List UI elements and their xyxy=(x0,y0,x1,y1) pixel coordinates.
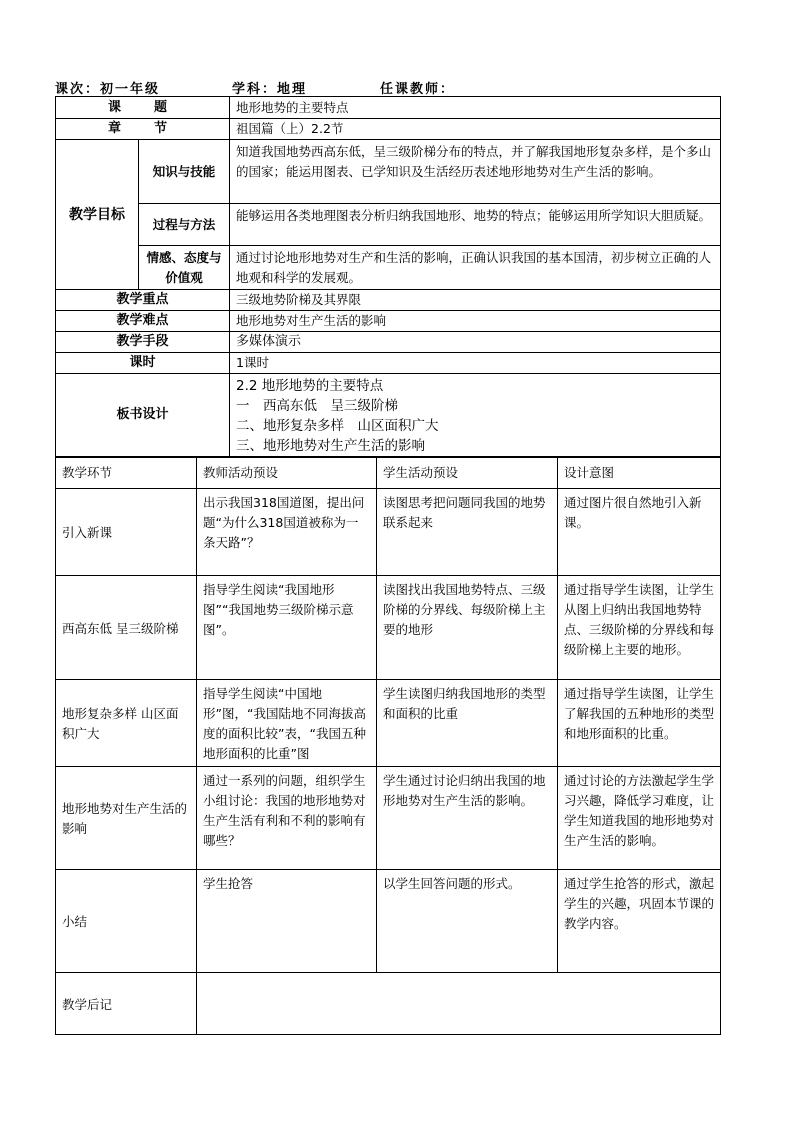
student-activity-cell: 读图找出我国地势特点、三级阶梯的分界线、每级阶梯上主要的地形 xyxy=(377,576,558,680)
stage-cell: 引入新课 xyxy=(56,489,197,576)
goal-knowledge-row xyxy=(56,140,721,204)
goal-attitude-label-line1: 情感、态度与 xyxy=(146,249,222,265)
design-intent-cell: 通过图片很自然地引入新课。 xyxy=(558,489,721,576)
afterword-value xyxy=(197,973,721,1035)
key-point-row xyxy=(56,290,721,311)
means-label: 教学手段 xyxy=(56,332,230,353)
teaching-process-table xyxy=(55,457,721,1035)
table-row xyxy=(56,870,721,973)
goal-process-label: 过程与方法 xyxy=(139,204,230,246)
table-row xyxy=(56,767,721,870)
column-header-teacher: 教师活动预设 xyxy=(197,458,377,489)
student-activity-cell: 学生通过讨论归纳出我国的地形地势对生产生活的影响。 xyxy=(377,767,558,870)
table-row xyxy=(56,576,721,680)
teacher-activity-cell: 出示我国318国道图，提出问题“为什么318国道被称为一条天路”？ xyxy=(197,489,377,576)
lesson-grade: 课次：初一年级 xyxy=(55,82,161,97)
means-row xyxy=(56,332,721,353)
stage-cell: 西高东低 呈三级阶梯 xyxy=(56,576,197,680)
table-row xyxy=(56,680,721,767)
key-point-value: 三级地势阶梯及其界限 xyxy=(230,290,721,311)
goal-attitude-label-line2: 价值观 xyxy=(165,269,203,285)
topic-row xyxy=(56,97,721,119)
goal-process-text: 能够运用各类地理图表分析归纳我国地形、地势的特点；能够运用所学知识大胆质疑。 xyxy=(230,204,721,246)
board-line: 一 西高东低 呈三级阶梯 xyxy=(236,398,399,414)
hours-row xyxy=(56,353,721,374)
chapter-row xyxy=(56,119,721,140)
key-point-label: 教学重点 xyxy=(56,290,230,311)
difficulty-row xyxy=(56,311,721,332)
design-intent-cell: 通过讨论的方法激起学生学习兴趣，降低学习难度，让学生知道我国的地形地势对生产生活的影响。 xyxy=(558,767,721,870)
board-line: 二、地形复杂多样 山区面积广大 xyxy=(236,418,439,434)
student-activity-cell: 学生读图归纳我国地形的类型和面积的比重 xyxy=(377,680,558,767)
afterword-row xyxy=(56,973,721,1035)
goal-knowledge-text: 知道我国地势西高东低，呈三级阶梯分布的特点，并了解我国地形复杂多样，是个多山的国家；能运用图表、已学知识及生活经历表述地形地势对生产生活的影响。 xyxy=(230,140,721,204)
means-value: 多媒体演示 xyxy=(230,332,721,353)
goal-knowledge-label: 知识与技能 xyxy=(139,140,230,204)
column-header-intent: 设计意图 xyxy=(558,458,721,489)
topic-label: 课 题 xyxy=(56,97,230,119)
teacher-activity-cell: 指导学生阅读“中国地形”图，“我国陆地不同海拔高度的面积比较”表，“我国五种地形面积的比重”图 xyxy=(197,680,377,767)
board-design-row xyxy=(56,374,721,457)
student-activity-cell: 以学生回答问题的形式。 xyxy=(377,870,558,973)
subject: 学科：地理 xyxy=(232,82,308,97)
chapter-label: 章 节 xyxy=(56,119,230,140)
goal-attitude-text: 通过讨论地形地势对生产和生活的影响，正确认识我国的基本国清，初步树立正确的人地观和科学的发展观。 xyxy=(230,246,721,290)
stage-cell: 地形地势对生产生活的影响 xyxy=(56,767,197,870)
teacher-activity-cell: 通过一系列的问题，组织学生小组讨论：我国的地形地势对生产生活有利和不利的影响有哪些？ xyxy=(197,767,377,870)
teacher-activity-cell: 指导学生阅读“我国地形图”“我国地势三级阶梯示意图”。 xyxy=(197,576,377,680)
stage-cell: 地形复杂多样 山区面积广大 xyxy=(56,680,197,767)
goal-attitude-label xyxy=(139,246,230,290)
teacher-activity-cell: 学生抢答 xyxy=(197,870,377,973)
board-line: 三、地形地势对生产生活的影响 xyxy=(236,438,426,454)
hours-label: 课时 xyxy=(56,353,230,374)
teacher-name-label: 任课教师： xyxy=(380,82,456,97)
table-row xyxy=(56,489,721,576)
difficulty-value: 地形地势对生产生活的影响 xyxy=(230,311,721,332)
column-header-student: 学生活动预设 xyxy=(377,458,558,489)
process-header-row xyxy=(56,458,721,489)
student-activity-cell: 读图思考把问题同我国的地势联系起来 xyxy=(377,489,558,576)
board-line: 2.2 地形地势的主要特点 xyxy=(236,378,384,394)
design-intent-cell: 通过指导学生读图，让学生了解我国的五种地形的类型和地形面积的比重。 xyxy=(558,680,721,767)
column-header-stage: 教学环节 xyxy=(56,458,197,489)
difficulty-label: 教学难点 xyxy=(56,311,230,332)
goal-process-row xyxy=(56,204,721,246)
topic-value: 地形地势的主要特点 xyxy=(230,97,721,119)
goals-label: 教学目标 xyxy=(56,140,139,290)
board-design-label: 板书设计 xyxy=(56,374,230,457)
afterword-label: 教学后记 xyxy=(56,973,197,1035)
board-design-content xyxy=(230,374,721,457)
lesson-header xyxy=(55,76,720,96)
design-intent-cell: 通过学生抢答的形式，激起学生的兴趣，巩固本节课的教学内容。 xyxy=(558,870,721,973)
hours-value: 1课时 xyxy=(230,353,721,374)
lesson-info-table xyxy=(55,96,721,457)
goal-attitude-row xyxy=(56,246,721,290)
design-intent-cell: 通过指导学生读图，让学生从图上归纳出我国地势特点、三级阶梯的分界线和每级阶梯上主要的地形。 xyxy=(558,576,721,680)
chapter-value: 祖国篇（上）2.2节 xyxy=(230,119,721,140)
stage-cell: 小结 xyxy=(56,870,197,973)
